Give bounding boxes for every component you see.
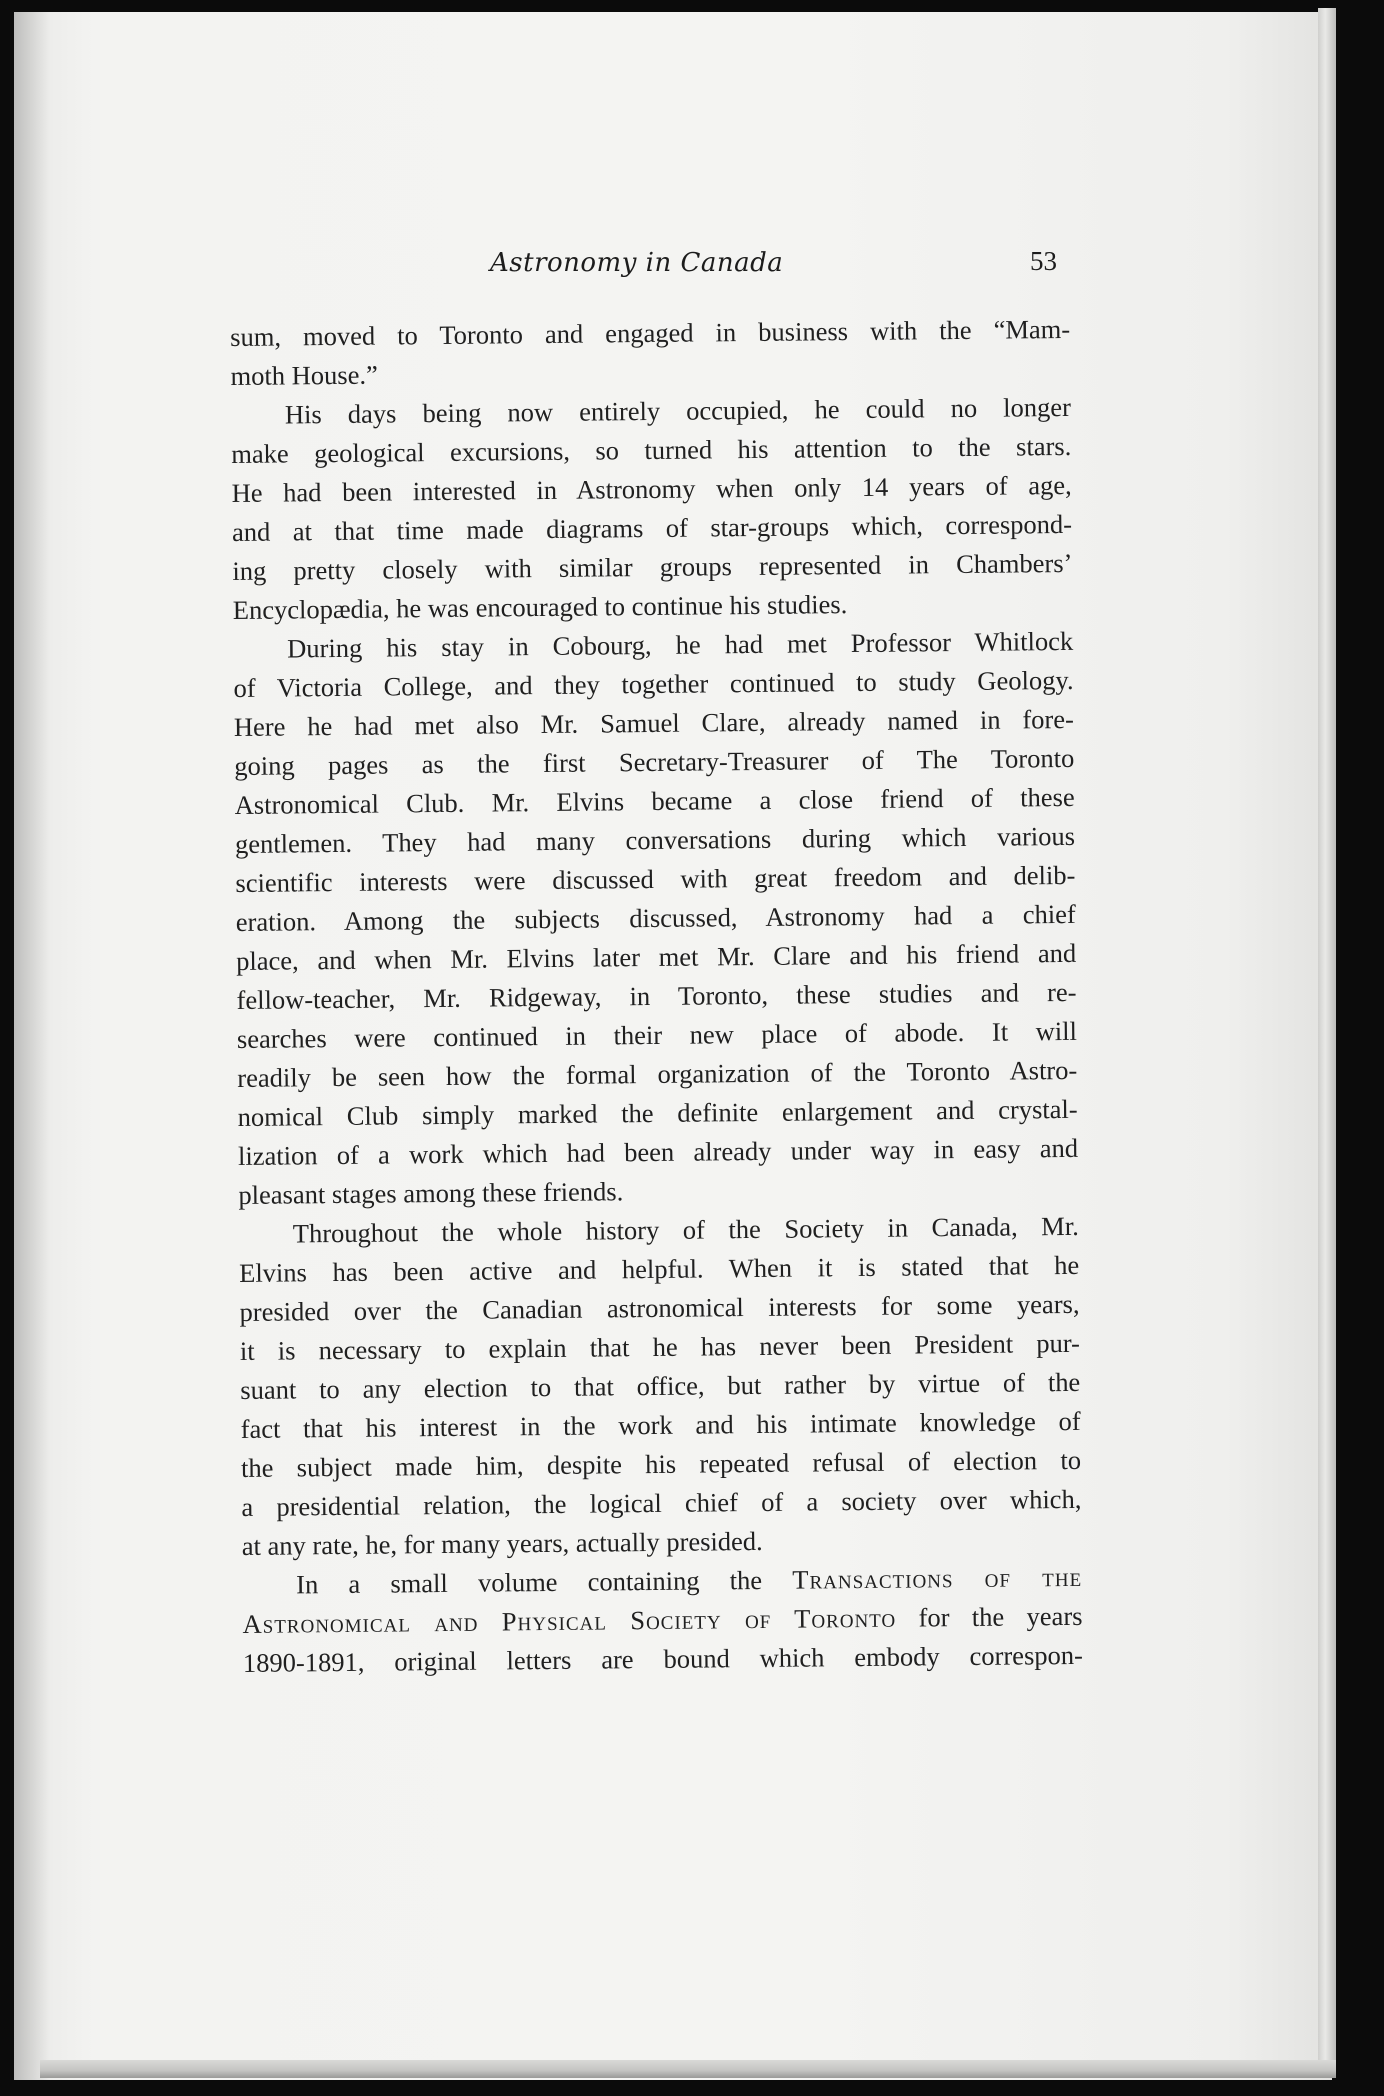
text-line: going pages as the first Secretary-Treasurer of The Toronto xyxy=(234,742,1075,781)
page-number: 53 xyxy=(1030,246,1057,276)
text-line: moth House.” xyxy=(230,359,378,391)
text-line: and at that time made diagrams of star-groups which, correspond- xyxy=(231,508,1073,547)
text-line: eration. Among the subjects discussed, Astronomy had a chief xyxy=(235,898,1076,937)
text-run: In a small volume containing the xyxy=(296,1564,763,1600)
running-title: Astronomy in Canada xyxy=(490,248,784,278)
text-line: nomical Club simply marked the definite enlargement and crystal- xyxy=(237,1093,1078,1132)
text-run: for the years xyxy=(918,1600,1083,1633)
gutter-shadow xyxy=(14,12,50,2080)
text-line: fellow-teacher, Mr. Ridgeway, in Toronto, these studies and re- xyxy=(236,976,1077,1015)
text-line: During his stay in Cobourg, he had met Professor Whitlock xyxy=(287,625,1074,664)
text-line: ing pretty closely with similar groups represented in Chambers’ xyxy=(232,547,1073,586)
small-caps-title: Astronomical and Physical Society of Toronto xyxy=(242,1602,897,1639)
text-line: Throughout the whole history of the Society in Canada, Mr. xyxy=(292,1210,1079,1249)
text-line: sum, moved to Toronto and engaged in business with the “Mam- xyxy=(230,313,1071,352)
text-line: readily be seen how the formal organization of the Toronto Astro- xyxy=(237,1054,1078,1093)
text-line: of Victoria College, and they together continued to study Geology. xyxy=(233,664,1074,703)
text-line: pleasant stages among these friends. xyxy=(238,1176,624,1210)
text-line: His days being now entirely occupied, he could no longer xyxy=(284,391,1072,430)
text-line: Astronomical Club. Mr. Elvins became a close friend of these xyxy=(234,781,1075,820)
text-line: scientific interests were discussed with great freedom and delib- xyxy=(235,859,1076,898)
body-text xyxy=(230,310,1083,1683)
text-line: gentlemen. They had many conversations during which various xyxy=(234,820,1076,859)
text-line: He had been interested in Astronomy when only 14 years of age, xyxy=(231,469,1072,508)
page-right-edge xyxy=(1318,8,1336,2078)
text-line: presided over the Canadian astronomical interests for some years, xyxy=(239,1288,1080,1327)
text-line: Here he had met also Mr. Samuel Clare, already named in fore- xyxy=(233,703,1075,742)
text-line: a presidential relation, the logical chief of a society over which, xyxy=(241,1483,1082,1522)
page-bottom-edge xyxy=(40,2060,1336,2078)
text-line: searches were continued in their new place of abode. It will xyxy=(236,1015,1078,1054)
text-line: Elvins has been active and helpful. When it is stated that he xyxy=(239,1249,1080,1288)
text-line: lization of a work which had been already under way in easy and xyxy=(237,1132,1079,1171)
text-line: fact that his interest in the work and his intimate knowledge of xyxy=(240,1405,1081,1444)
text-line: it is necessary to explain that he has never been President pur- xyxy=(239,1327,1081,1366)
text-line: the subject made him, despite his repeated refusal of election to xyxy=(240,1444,1082,1483)
text-line: at any rate, he, for many years, actually presided. xyxy=(241,1525,763,1561)
small-caps-title: Transactions of the xyxy=(792,1561,1083,1595)
text-line: Encyclopædia, he was encouraged to continue his studies. xyxy=(232,589,848,625)
text-line: place, and when Mr. Elvins later met Mr. Clare and his friend and xyxy=(236,937,1077,976)
text-line: 1890-1891, original letters are bound which embody correspon- xyxy=(242,1639,1084,1678)
text-line: make geological excursions, so turned his attention to the stars. xyxy=(231,430,1072,469)
text-line: suant to any election to that office, but rather by virtue of the xyxy=(240,1366,1081,1405)
